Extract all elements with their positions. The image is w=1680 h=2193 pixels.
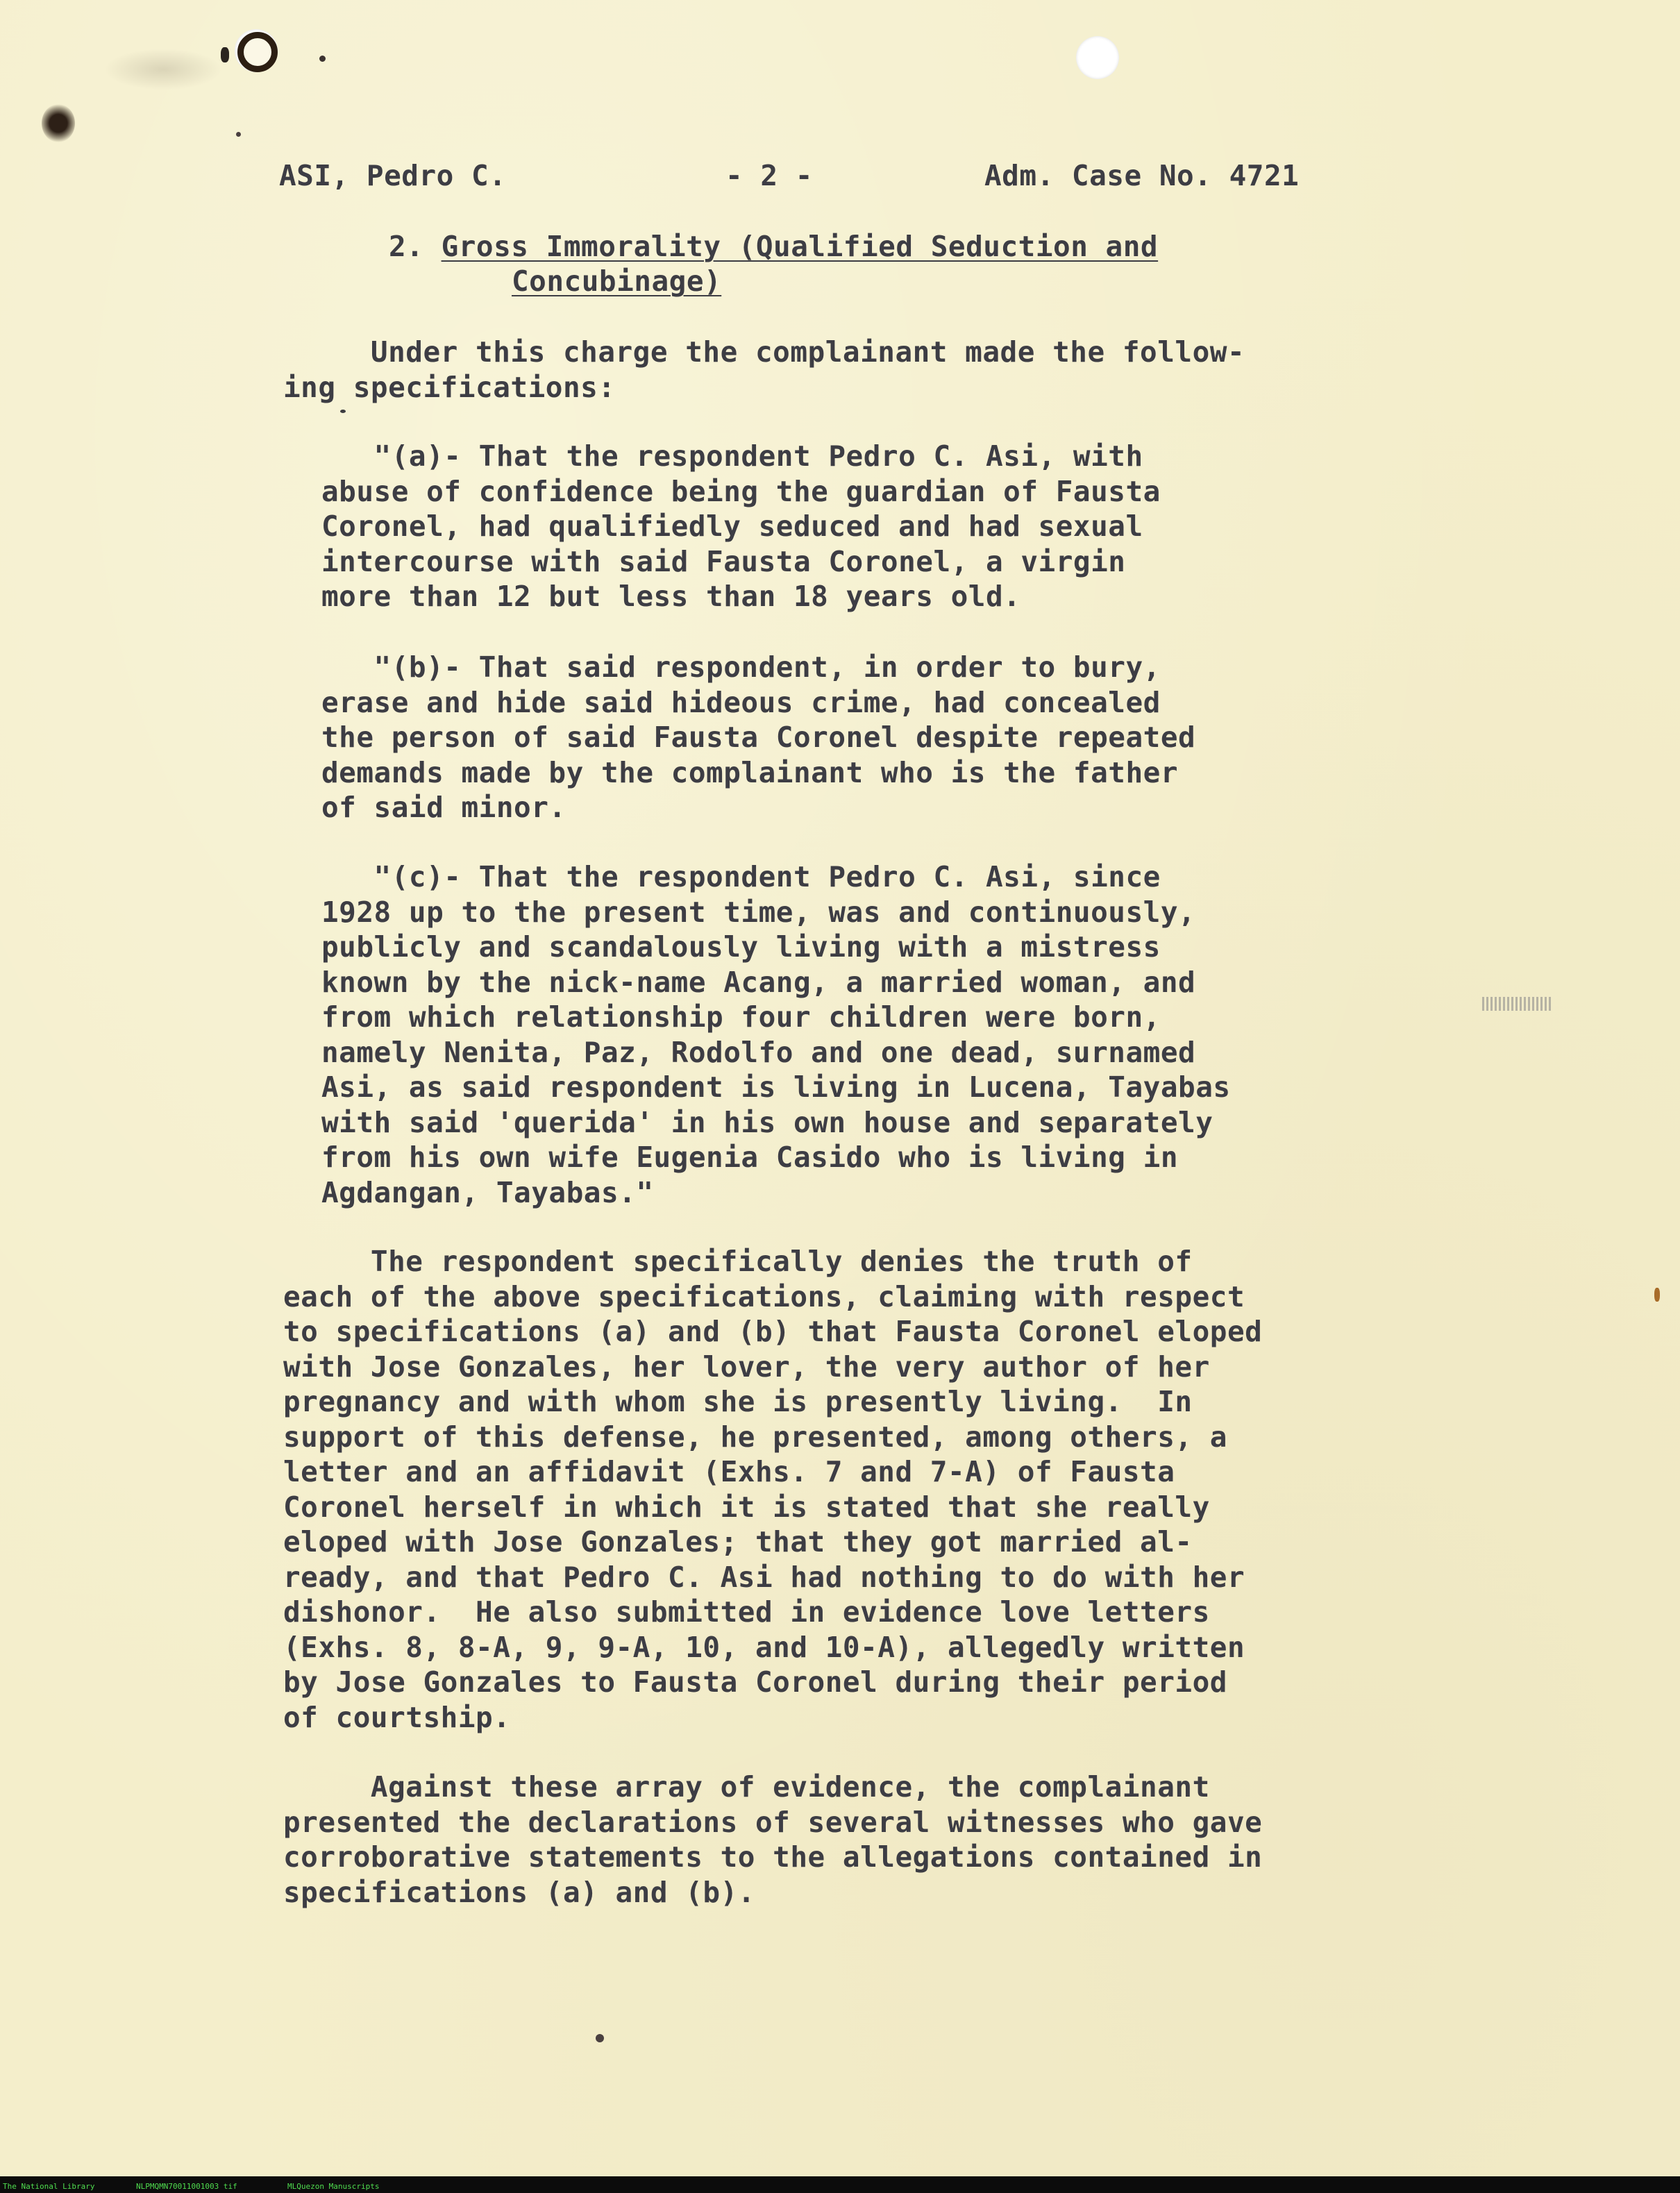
section-heading — [389, 229, 1158, 264]
ink-speck — [340, 410, 346, 413]
header-page-number: - 2 - — [725, 159, 813, 192]
paragraph-complainant-evidence: Against these array of evidence, the complainant presented the declarations of several witnesses who gave corroborative statements to the allegations contained in specifications (a) and (b). — [283, 1770, 1263, 1909]
ink-smear — [1482, 997, 1552, 1011]
specification-a: "(a)- That the respondent Pedro C. Asi, with abuse of confidence being the guardian of Fausta Coronel, had qualifiedly seduced and had sexual intercourse with said Fausta Coronel, a virgin more than 12 but less than 18 years old. — [321, 439, 1161, 613]
header-respondent-name: ASI, Pedro C. — [279, 159, 507, 192]
paragraph-respondent-denial: The respondent specifically denies the truth of each of the above specifications, claiming with respect to specifications (a) and (b) that Fausta Coronel eloped with Jose Gonzales, her lover, the very author of her pregnancy and with whom she is presently living. In support of this defense, he presented, among others, a letter and an affidavit (Exhs. 7 and 7-A) of Fausta Coronel herself in which it is stated that she really eloped with Jose Gonzales; that they got married al- ready, and that Pedro C. Asi had nothing to do with her dishonor. He also submitted in evidence love letters (Exhs. 8, 8-A, 9, 9-A, 10, and 10-A), allegedly written by Jose Gonzales to Fausta Coronel during their period of courtship. — [283, 1245, 1263, 1734]
specification-b: "(b)- That said respondent, in order to bury, erase and hide said hideous crime, had concealed the person of said Fausta Coronel despite repeated demands made by the complainant who is the father of said minor. — [321, 650, 1196, 824]
specification-c: "(c)- That the respondent Pedro C. Asi, since 1928 up to the present time, was and continuously, publicly and scandalously living with a mistress known by the nick-name Acang, a married woman, and from which relationship four children were born, namely Nenita, Paz, Rodolfo and one dead, surnamed Asi, as said respondent is living in Lucena, Tayabas with said 'querida' in his own house and separately from his own wife Eugenia Casido who is living in Agdangan, Tayabas." — [321, 860, 1231, 1209]
ink-speck — [319, 56, 326, 62]
punch-hole-right — [1076, 36, 1119, 79]
ink-speck — [236, 132, 241, 137]
section-title-line2: Concubinage) — [512, 264, 722, 298]
rust-speck — [1654, 1288, 1660, 1302]
header-case-number: Adm. Case No. 4721 — [984, 159, 1300, 192]
footer-library-name: The National Library — [3, 2182, 95, 2191]
section-number: 2. — [389, 230, 424, 263]
section-heading-line2 — [512, 264, 721, 299]
section-title-line1: Gross Immorality (Qualified Seduction and — [441, 230, 1159, 263]
rust-ring-stain — [237, 32, 278, 72]
paper-smudge — [104, 49, 222, 90]
ink-speck — [596, 2034, 604, 2042]
scan-footer-bar — [0, 2176, 1680, 2193]
footer-file-name: NLPMQMN70011001003 tif — [136, 2182, 237, 2191]
burn-mark — [42, 104, 75, 142]
paragraph-intro: Under this charge the complainant made the follow- ing specifications: — [283, 335, 1245, 404]
footer-collection-name: MLQuezon Manuscripts — [287, 2182, 380, 2191]
ink-speck — [221, 47, 229, 62]
